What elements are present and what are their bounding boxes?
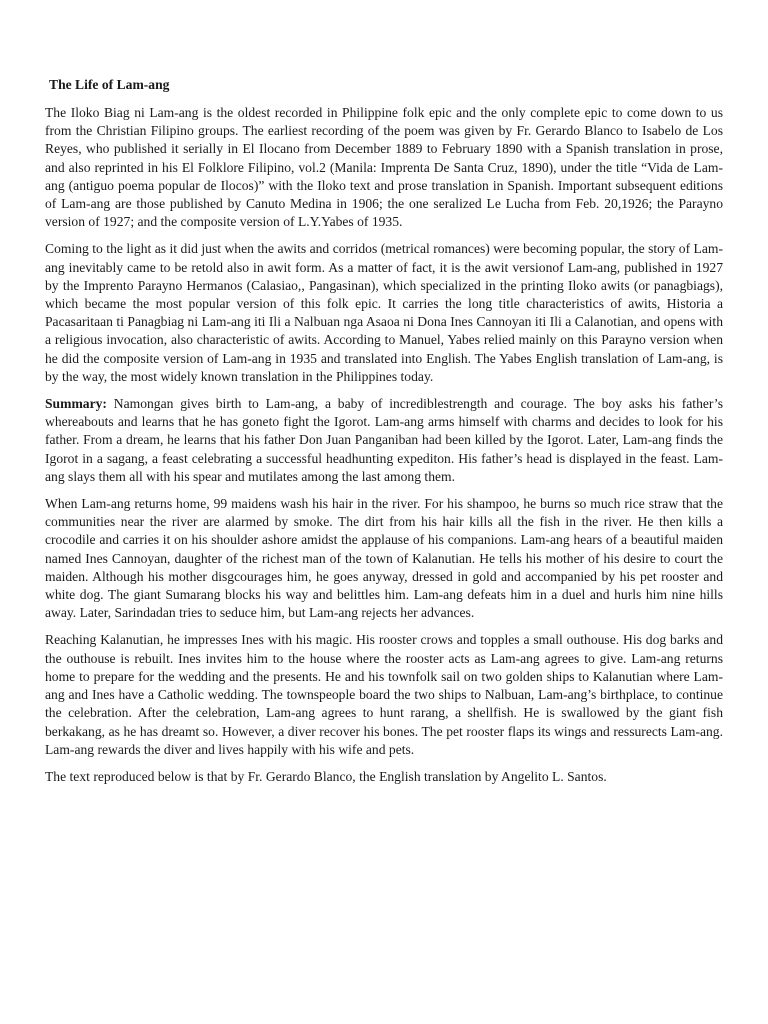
summary-label: Summary: [45, 396, 107, 412]
paragraph-awit-version: Coming to the light as it did just when the awits and corridos (metrical romances) were becoming popular, the story of Lam-ang inevitably came to be retold also in awit form. As a matter of fact, it is the awit versionof Lam-ang, published in 1927 by the Imprento Parayno Hermanos (Calasiao,, Pangasinan), which specialized in the printing Iloko awits (or panagbiags), which became the most popular version of this folk epic. It carries the long title characteristics of awits, Historia a Pacasaritaan ti Panagbiag ni Lam-ang iti Ili a Nalbuan nga Asaoa ni Dona Ines Cannoyan iti Ili a Calanotian, and opens with a religious invocation, also characteristic of awits. According to Manuel, Yabes relied mainly on this Parayno version when he did the composite version of Lam-ang in 1935 and translated into English. The Yabes English translation of Lam-ang, is by the way, the most widely known translation in the Philippines today. [45, 241, 723, 384]
page-title: The Life of Lam-ang [49, 77, 170, 92]
paragraph-return-home: When Lam-ang returns home, 99 maidens wash his hair in the river. For his shampoo, he burns so much rice straw that the communities near the river are alarmed by smoke. The dirt from his hair kills all the fish in the river. He then kills a crocodile and carries it on his shoulder ashore amidst the applause of his companions. Lam-ang hears of a beautiful maiden named Ines Cannoyan, daughter of the richest man of the town of Kalanutian. He tells his mother of his desire to court the maiden. Although his mother disgcourages him, he goes anyway, dressed in gold and accompanied by his pet rooster and white dog. The giant Sumarang blocks his way and belittles him. Lam-ang defeats him in a duel and hurls him nine hills away. Later, Sarindadan tries to seduce him, but Lam-ang rejects her advances. [45, 496, 723, 621]
document-page [45, 76, 723, 795]
paragraph-intro: The Iloko Biag ni Lam-ang is the oldest recorded in Philippine folk epic and the only complete epic to come down to us from the Christian Filipino groups. The earliest recording of the poem was given by Fr. Gerardo Blanco to Isabelo de Los Reyes, who published it serially in El Ilocano from December 1889 to February 1890 with a Spanish translation in prose, and also reprinted in his El Folklore Filipino, vol.2 (Manila: Imprenta De Santa Cruz, 1890), under the title “Vida de Lam-ang (antiguo poema popular de Ilocos)” with the Iloko text and prose translation in Spanish. Important subsequent editions of Lam-ang are those published by Canuto Medina in 1906; the one seralized Le Lucha from Feb. 20,1926; the Parayno version of 1927; and the composite version of L.Y.Yabes of 1935. [45, 105, 723, 230]
paragraph-summary [45, 395, 723, 486]
paragraph-translation-note: The text reproduced below is that by Fr. Gerardo Blanco, the English translation by Angelito L. Santos. [45, 768, 607, 784]
paragraph-kalanutian: Reaching Kalanutian, he impresses Ines with his magic. His rooster crows and topples a small outhouse. His dog barks and the outhouse is rebuilt. Ines invites him to the house where the rooster acts as Lam-ang agrees to give. Lam-ang returns home to prepare for the wedding and the presents. He and his townfolk sail on two golden ships to Kalanutian where Lam-ang and Ines have a Catholic wedding. The townspeople board the two ships to Nalbuan, Lam-ang’s birthplace, to continue the celebration. After the celebration, Lam-ang agrees to hunt rarang, a shellfish. He is swallowed by the giant fish berkakang, as he has dreamt so. However, a diver recover his bones. The pet rooster flaps its wings and ressurects Lam-ang. Lam-ang rewards the diver and lives happily with his wife and pets. [45, 632, 723, 757]
summary-text: Namongan gives birth to Lam-ang, a baby of incrediblestrength and courage. The boy asks his father’s whereabouts and learns that he has goneto fight the Igorot. Lam-ang arms himself with charms and decides to look for his father. From a dream, he learns that his father Don Juan Panganiban had been killed by the Igorot. Later, Lam-ang finds the Igorot in a sagang, a feast celebrating a successful headhunting expediton. His father’s head is displayed in the feast. Lam-ang slays them all with his spear and mutilates among the last among them. [45, 396, 723, 484]
